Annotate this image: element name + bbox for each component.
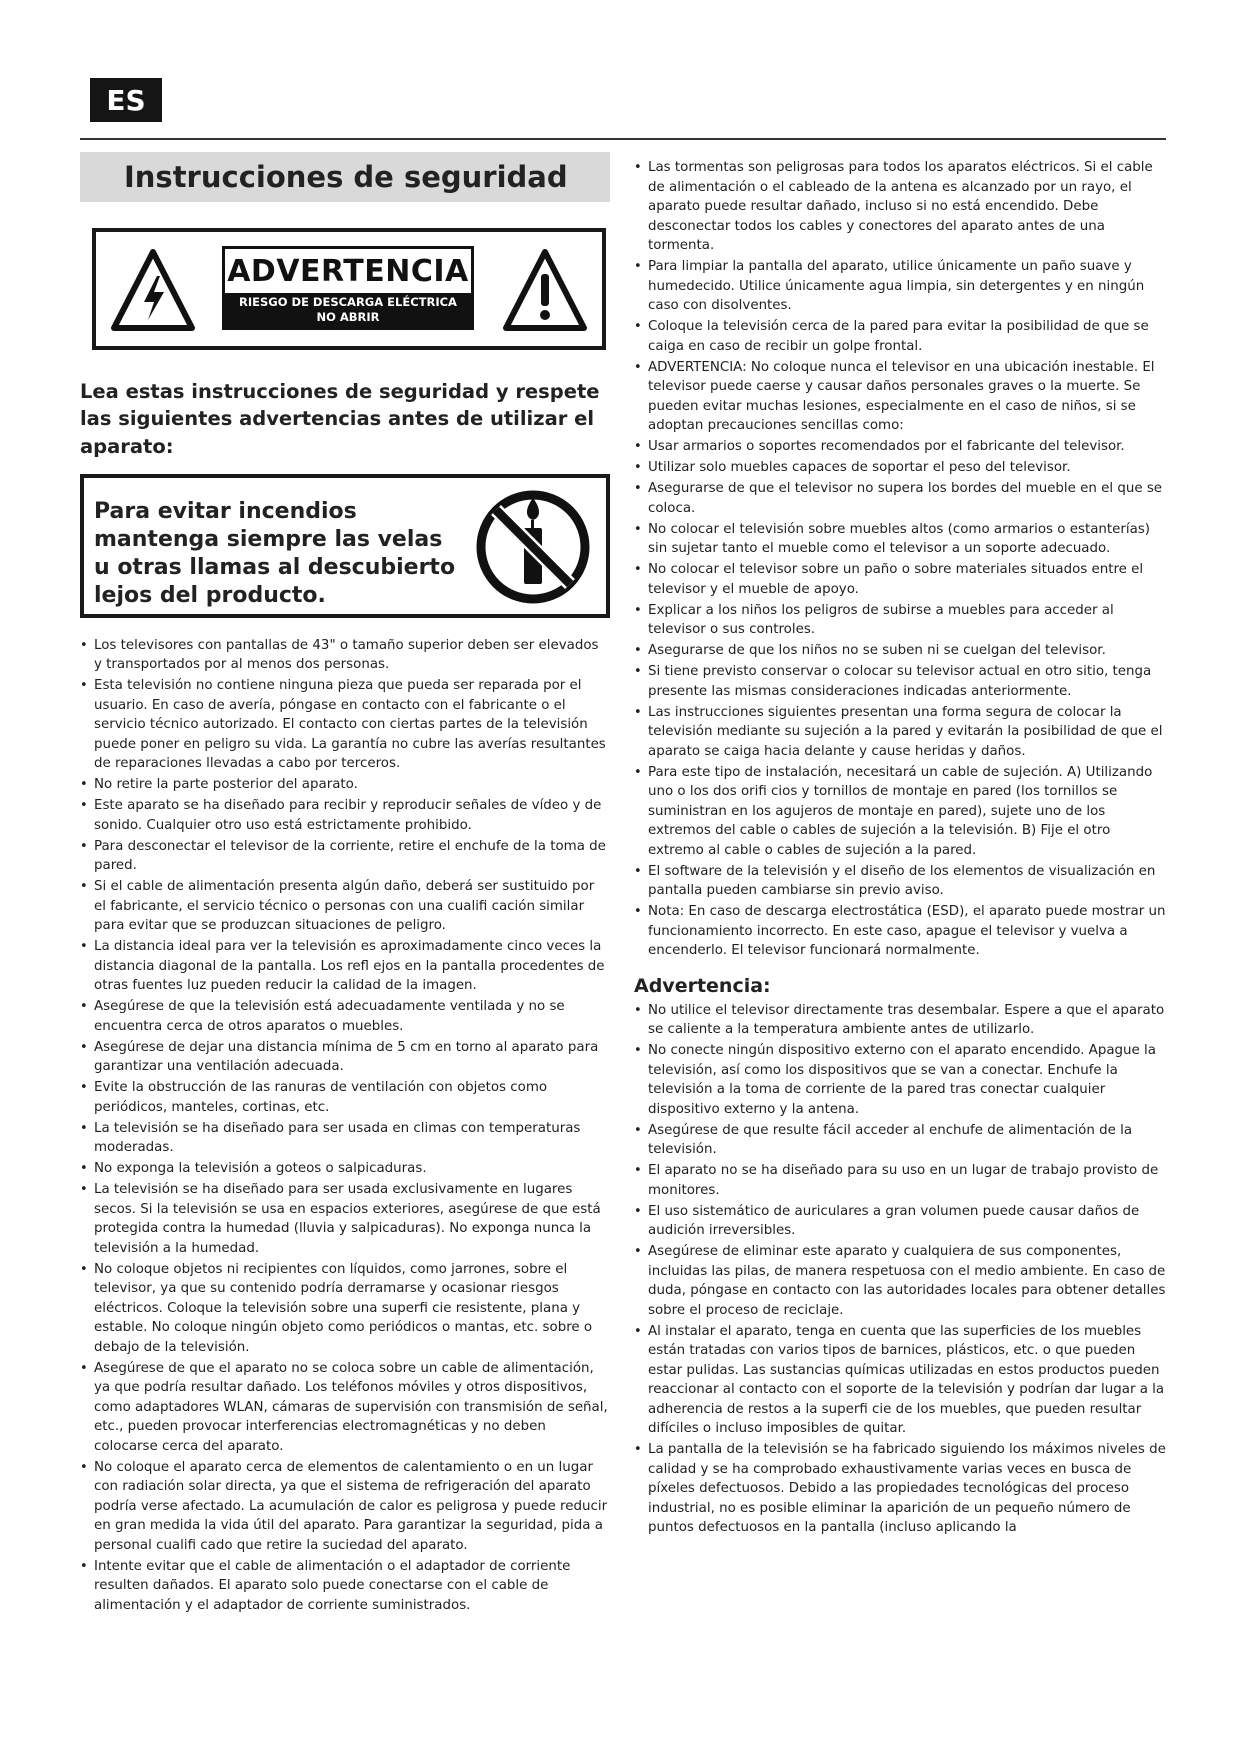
warning-subtitle xyxy=(225,293,471,327)
exclamation-warning-icon xyxy=(502,248,588,332)
left-safety-list xyxy=(80,636,610,1616)
warning-subtitle-line2: NO ABRIR xyxy=(316,310,380,324)
list-item: • Las instrucciones siguientes presentan una forma segura de colocar la televisión mediante su sujeción a la pared y evitarán la posibilidad de que el aparato se caiga hacia delante y cause heridas y daños. xyxy=(634,703,1166,762)
list-item: • No colocar el televisor sobre un paño o sobre materiales situados entre el televisor y el mueble de apoyo. xyxy=(634,560,1166,599)
list-item: • Las tormentas son peligrosas para todos los aparatos eléctricos. Si el cable de alimentación o el cableado de la antena es alcanzado por un rayo, el aparato puede resultar dañado, incluso si no está encendido. Debe desconectar todos los cables y conectores del aparato antes de una tormenta. xyxy=(634,158,1166,256)
list-item: • El aparato no se ha diseñado para su uso en un lugar de trabajo provisto de monitores. xyxy=(634,1161,1166,1200)
list-item: • La pantalla de la televisión se ha fabricado siguiendo los máximos niveles de calidad y se ha comprobado exhaustivamente varias veces en busca de píxeles defectuosos. Debido a las propiedades tecnológicas del proceso industrial, no es posible eliminar la aparición de un pequeño número de puntos defectuosos en la pantalla (incluso aplicando la xyxy=(634,1440,1166,1538)
warning-title: ADVERTENCIA xyxy=(227,253,469,289)
list-item: • La televisión se ha diseñado para ser usada en climas con temperaturas moderadas. xyxy=(80,1119,610,1158)
list-item: • El uso sistemático de auriculares a gran volumen puede causar daños de audición irreversibles. xyxy=(634,1202,1166,1241)
advertencia-heading: Advertencia: xyxy=(634,974,771,997)
no-candle-icon xyxy=(474,488,592,606)
list-item: • La televisión se ha diseñado para ser usada exclusivamente en lugares secos. Si la televisión se usa en espacios exteriores, asegúrese de que está protegida contra la humedad (lluvia y salpicaduras). No exponga nunca la televisión a la humedad. xyxy=(80,1180,610,1258)
list-item: • Asegúrese de que el aparato no se coloca sobre un cable de alimentación, ya que podría resultar dañado. Los teléfonos móviles y otros dispositivos, como adaptadores WLAN, cámaras de supervisión con transmisión de señal, etc., pueden provocar interferencias electromagnéticas y no deben colocarse cerca del aparato. xyxy=(80,1359,610,1457)
list-item: • Asegúrese de dejar una distancia mínima de 5 cm en torno al aparato para garantizar una ventilación adecuada. xyxy=(80,1038,610,1077)
list-item: • Explicar a los niños los peligros de subirse a muebles para acceder al televisor o sus controles. xyxy=(634,601,1166,640)
language-tag: ES xyxy=(90,78,162,122)
list-item: • La distancia ideal para ver la televisión es aproximadamente cinco veces la distancia diagonal de la pantalla. Los refl ejos en la pantalla procedentes de otras fuentes luz pueden reducir la calidad de la imagen. xyxy=(80,937,610,996)
list-item: • No colocar el televisión sobre muebles altos (como armarios o estanterías) sin sujetar tanto el mueble como el televisor a un soporte adecuado. xyxy=(634,520,1166,559)
list-item: • El software de la televisión y el diseño de los elementos de visualización en pantalla pueden cambiarse sin previo aviso. xyxy=(634,862,1166,901)
list-item: • Esta televisión no contiene ninguna pieza que pueda ser reparada por el usuario. En caso de avería, póngase en contacto con el fabricante o el servicio técnico autorizado. El contacto con ciertas partes de la televisión puede poner en peligro su vida. La garantía no cubre las averías resultantes de reparaciones llevadas a cabo por terceros. xyxy=(80,676,610,774)
list-item: • Si el cable de alimentación presenta algún daño, deberá ser sustituido por el fabricante, el servicio técnico o personas con una cualifi cación similar para evitar que se produzcan situaciones de peligro. xyxy=(80,877,610,936)
list-item: • Usar armarios o soportes recomendados por el fabricante del televisor. xyxy=(634,437,1166,457)
list-item: • Este aparato se ha diseñado para recibir y reproducir señales de vídeo y de sonido. Cualquier otro uso está estrictamente prohibido. xyxy=(80,796,610,835)
fire-warning-box xyxy=(80,474,610,618)
right-safety-list xyxy=(634,158,1166,961)
list-item: • Para limpiar la pantalla del aparato, utilice únicamente un paño suave y humedecido. Utilice únicamente agua limpia, sin detergentes y en ningún caso con disolventes. xyxy=(634,257,1166,316)
electric-warning-label xyxy=(92,228,606,350)
fire-warning-text: Para evitar incendios mantenga siempre las velas u otras llamas al descubierto lejos del producto. xyxy=(94,498,456,609)
list-item: • Utilizar solo muebles capaces de soportar el peso del televisor. xyxy=(634,458,1166,478)
list-item: • No exponga la televisión a goteos o salpicaduras. xyxy=(80,1159,610,1179)
list-item: • Para desconectar el televisor de la corriente, retire el enchufe de la toma de pared. xyxy=(80,837,610,876)
list-item: • Asegúrese de que resulte fácil acceder al enchufe de alimentación de la televisión. xyxy=(634,1121,1166,1160)
list-item: • Asegurarse de que el televisor no supera los bordes del mueble en el que se coloca. xyxy=(634,479,1166,518)
left-column xyxy=(80,152,610,1617)
warning-subtitle-line1: RIESGO DE DESCARGA ELÉCTRICA xyxy=(239,295,457,310)
list-item: • Al instalar el aparato, tenga en cuenta que las superficies de los muebles están tratadas con varios tipos de barnices, plásticos, etc. o que pueden estar pulidas. Las sustancias químicas utilizadas en estos productos pueden reaccionar al contacto con el soporte de la televisión y podrían dar lugar a la adherencia de restos a la superfi cie de los muebles, que pueden resultar difíciles o incluso imposibles de quitar. xyxy=(634,1322,1166,1439)
lead-instruction: Lea estas instrucciones de seguridad y respete las siguientes advertencias antes de utilizar el aparato: xyxy=(80,380,600,458)
advertencia-list xyxy=(634,1001,1166,1538)
list-item: • Asegurarse de que los niños no se suben ni se cuelgan del televisor. xyxy=(634,641,1166,661)
list-item: • No coloque objetos ni recipientes con líquidos, como jarrones, sobre el televisor, ya que su contenido podría derramarse y ocasionar riesgos eléctricos. Coloque la televisión sobre una superfi cie resistente, plana y estable. No coloque ningún objeto como periódicos o mantas, etc. sobre o debajo de la televisión. xyxy=(80,1260,610,1358)
list-item: • Si tiene previsto conservar o colocar su televisor actual en otro sitio, tenga presente las mismas consideraciones indicadas anteriormente. xyxy=(634,662,1166,701)
header-divider xyxy=(80,138,1166,140)
right-column xyxy=(634,158,1166,1539)
list-item: • No retire la parte posterior del aparato. xyxy=(80,775,610,795)
warning-center-panel xyxy=(222,246,474,330)
list-item: • Para este tipo de instalación, necesitará un cable de sujeción. A) Utilizando uno o los dos orifi cios y tornillos de montaje en pared (los tornillos se suministran en los agujeros de montaje en pared), sujete uno de los extremos del cable o cables de sujeción a la televisión. B) Fije el otro extremo al cable o cables de sujeción a la pared. xyxy=(634,763,1166,861)
list-item: • Evite la obstrucción de las ranuras de ventilación con objetos como periódicos, manteles, cortinas, etc. xyxy=(80,1078,610,1117)
list-item: • No utilice el televisor directamente tras desembalar. Espere a que el aparato se caliente a la temperatura ambiente antes de utilizarlo. xyxy=(634,1001,1166,1040)
list-item: • ADVERTENCIA: No coloque nunca el televisor en una ubicación inestable. El televisor puede caerse y causar daños personales graves o la muerte. Se pueden evitar muchas lesiones, especialmente en el caso de niños, si se adoptan precauciones sencillas como: xyxy=(634,358,1166,436)
list-item: • Los televisores con pantallas de 43" o tamaño superior deben ser elevados y transportados por al menos dos personas. xyxy=(80,636,610,675)
list-item: • Nota: En caso de descarga electrostática (ESD), el aparato puede mostrar un funcionamiento incorrecto. En este caso, apague el televisor y vuelva a encenderlo. El televisor funcionará normalmente. xyxy=(634,902,1166,961)
list-item: • Asegúrese de que la televisión está adecuadamente ventilada y no se encuentra cerca de otros aparatos o muebles. xyxy=(80,997,610,1036)
list-item: • No conecte ningún dispositivo externo con el aparato encendido. Apague la televisión, así como los dispositivos que se van a conectar. Enchufe la televisión a la toma de corriente de la pared tras conectar cualquier dispositivo externo y la antena. xyxy=(634,1041,1166,1119)
section-title: Instrucciones de seguridad xyxy=(80,152,610,202)
electric-shock-warning-icon xyxy=(110,248,196,332)
list-item: • Asegúrese de eliminar este aparato y cualquiera de sus componentes, incluidas las pilas, de manera respetuosa con el medio ambiente. En caso de duda, póngase en contacto con las autoridades locales para obtener detalles sobre el proceso de reciclaje. xyxy=(634,1242,1166,1320)
list-item: • No coloque el aparato cerca de elementos de calentamiento o en un lugar con radiación solar directa, ya que el sistema de refrigeración del aparato podría verse afectado. La acumulación de calor es peligrosa y puede reducir en gran medida la vida útil del aparato. Para garantizar la seguridad, pida a personal cualifi cado que retire la suciedad del aparato. xyxy=(80,1458,610,1556)
list-item: • Intente evitar que el cable de alimentación o el adaptador de corriente resulten dañados. El aparato solo puede conectarse con el cable de alimentación y el adaptador de corriente suministrados. xyxy=(80,1557,610,1616)
list-item: • Coloque la televisión cerca de la pared para evitar la posibilidad de que se caiga en caso de recibir un golpe frontal. xyxy=(634,317,1166,356)
